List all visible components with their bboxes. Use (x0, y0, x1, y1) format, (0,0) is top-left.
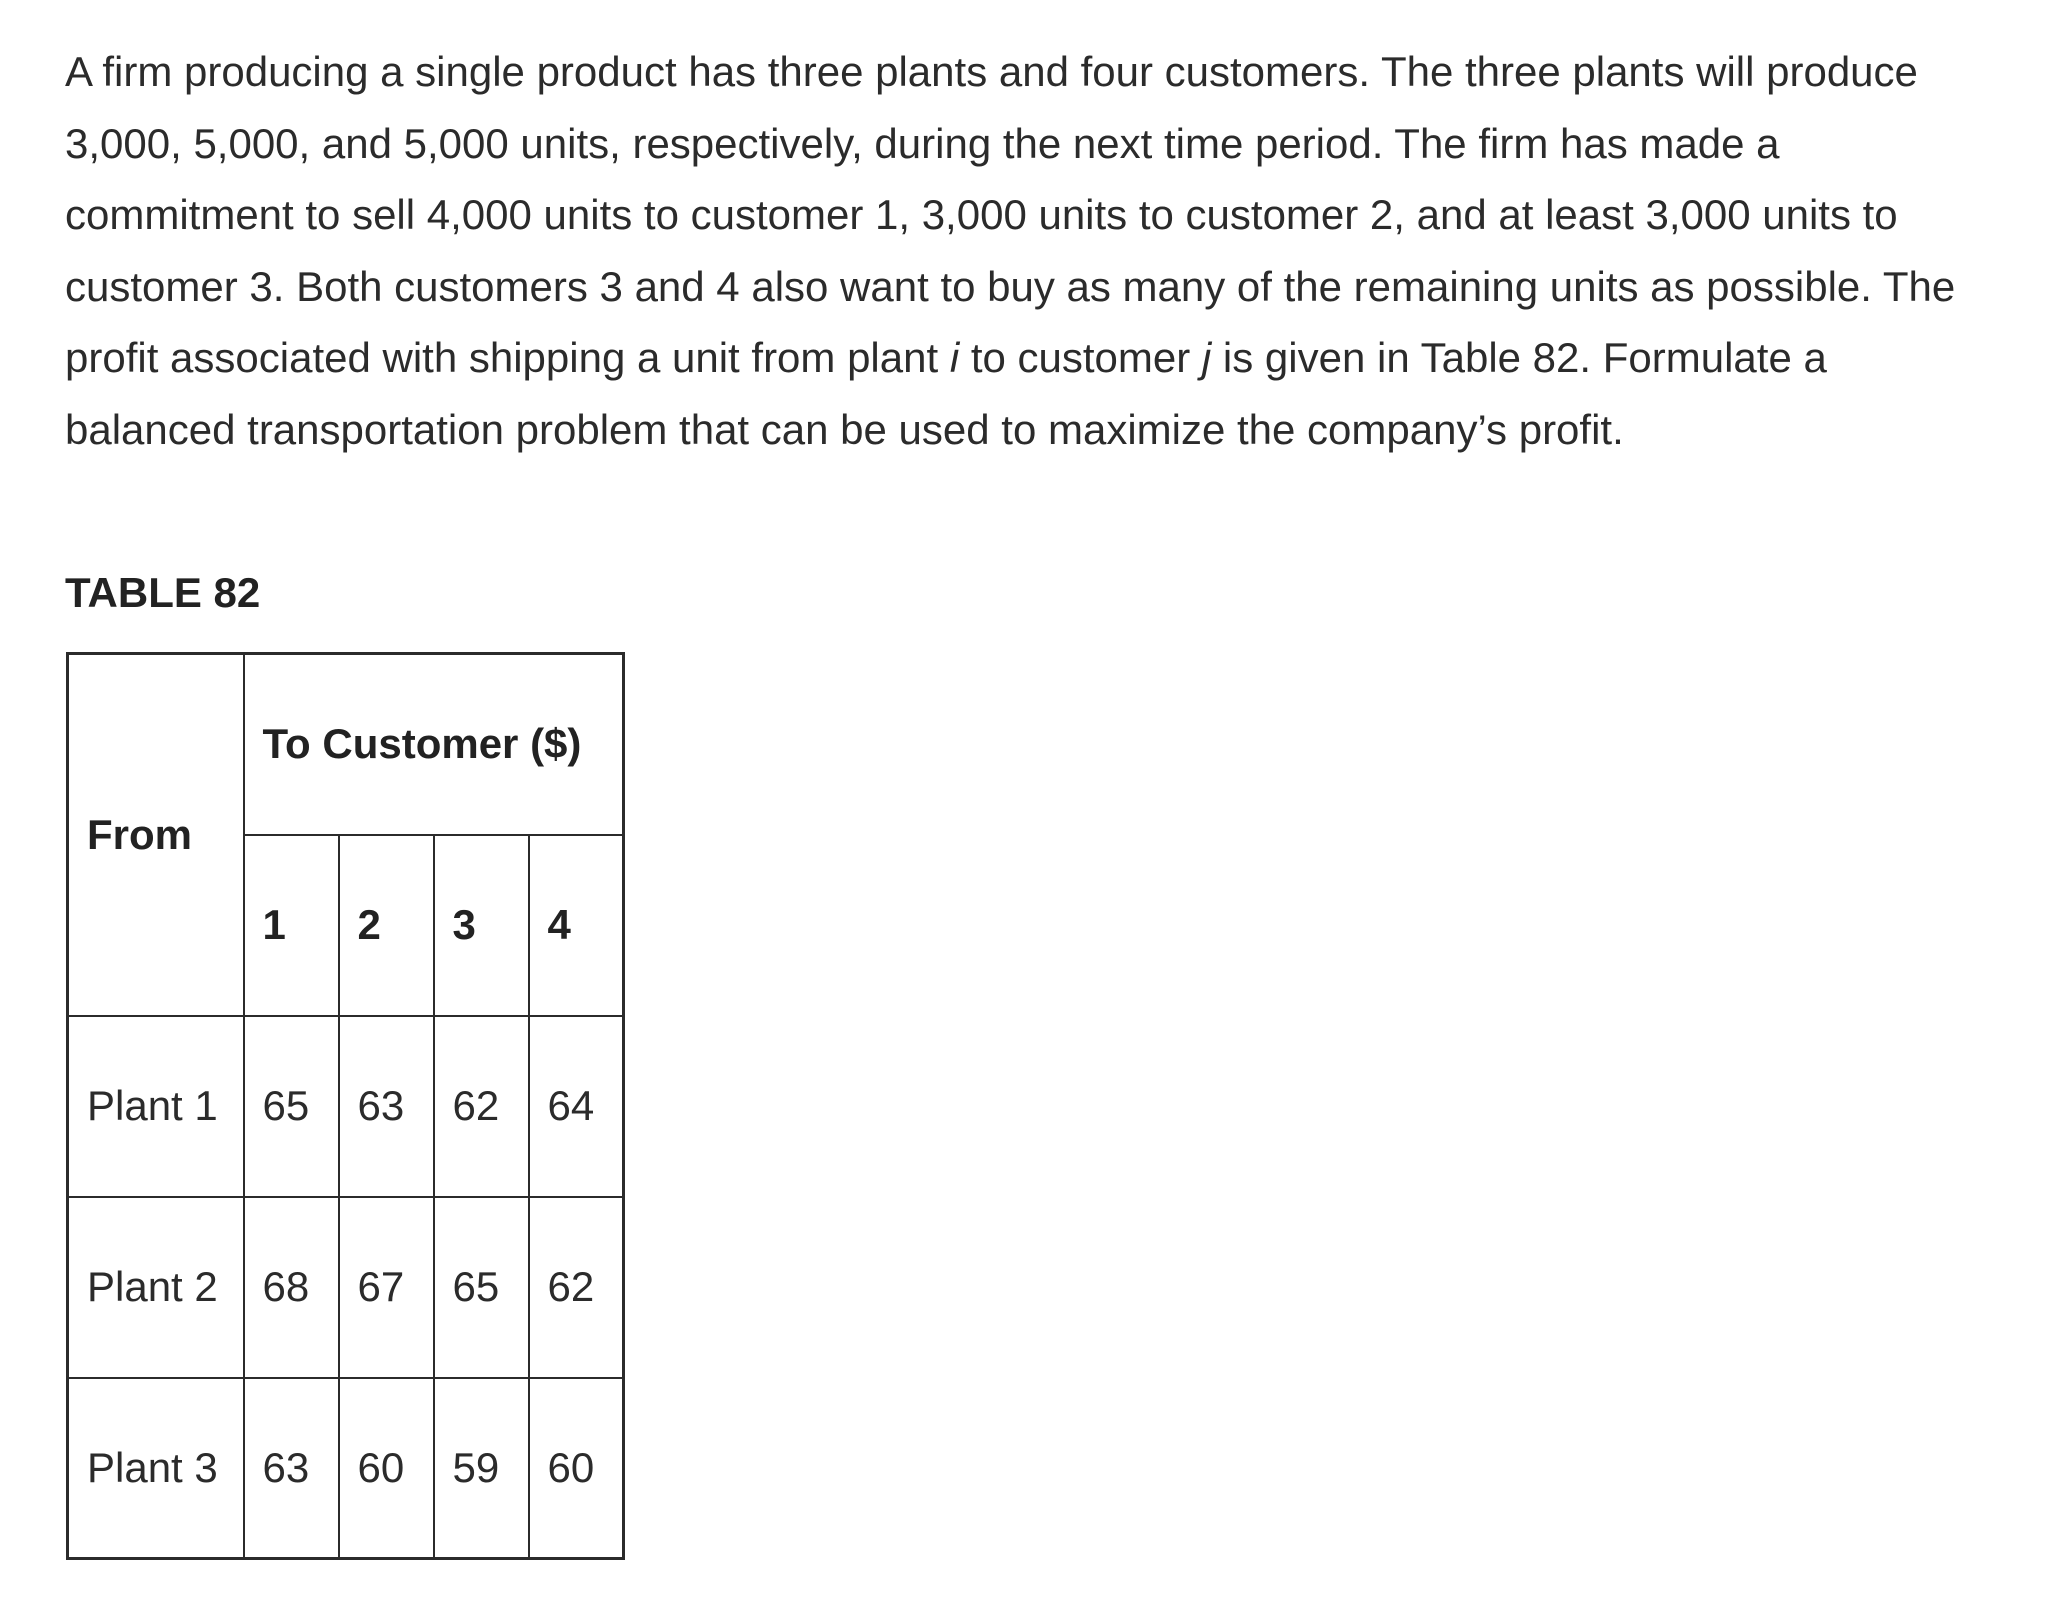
table-title: TABLE 82 (65, 569, 261, 616)
header-from: From (68, 654, 244, 1016)
header-customer-4: 4 (529, 835, 624, 1016)
table-cell: 62 (434, 1016, 529, 1197)
table-cell: 59 (434, 1378, 529, 1559)
table-row (68, 1197, 624, 1378)
variable-i: i (949, 334, 960, 381)
table-cell: 64 (529, 1016, 624, 1197)
problem-outro: is given in Table 82. Formulate a balanced transportation problem that can be used to maximize the company’s profit. (65, 334, 1827, 453)
table-cell: 65 (434, 1197, 529, 1378)
profit-table (66, 652, 625, 1560)
plant-label: Plant 3 (68, 1378, 244, 1559)
header-customer-3: 3 (434, 835, 529, 1016)
table-cell: 67 (339, 1197, 434, 1378)
table-row (68, 1378, 624, 1559)
table-cell: 60 (339, 1378, 434, 1559)
table-cell: 62 (529, 1197, 624, 1378)
table-row (68, 1016, 624, 1197)
problem-intro: A firm producing a single product has three plants and four customers. The three plants will produce 3,000, 5,000, and 5,000 units, respectively, during the next time period. The firm has made a commitment to sell 4,000 units to customer 1, 3,000 units to customer 2, and at least 3,000 units to customer 3. Both customers 3 and 4 also want to buy as many of the remaining units as possible. The profit associated with shipping a unit from plant (65, 48, 1956, 381)
problem-mid: to customer (959, 334, 1202, 381)
plant-label: Plant 1 (68, 1016, 244, 1197)
table-cell: 60 (529, 1378, 624, 1559)
table-cell: 65 (244, 1016, 339, 1197)
variable-j: j (1201, 334, 1212, 381)
table-cell: 63 (339, 1016, 434, 1197)
header-customer-1: 1 (244, 835, 339, 1016)
table-cell: 68 (244, 1197, 339, 1378)
header-customer-2: 2 (339, 835, 434, 1016)
header-to-customer: To Customer ($) (244, 654, 624, 835)
table-cell: 63 (244, 1378, 339, 1559)
problem-statement (65, 36, 2005, 465)
plant-label: Plant 2 (68, 1197, 244, 1378)
